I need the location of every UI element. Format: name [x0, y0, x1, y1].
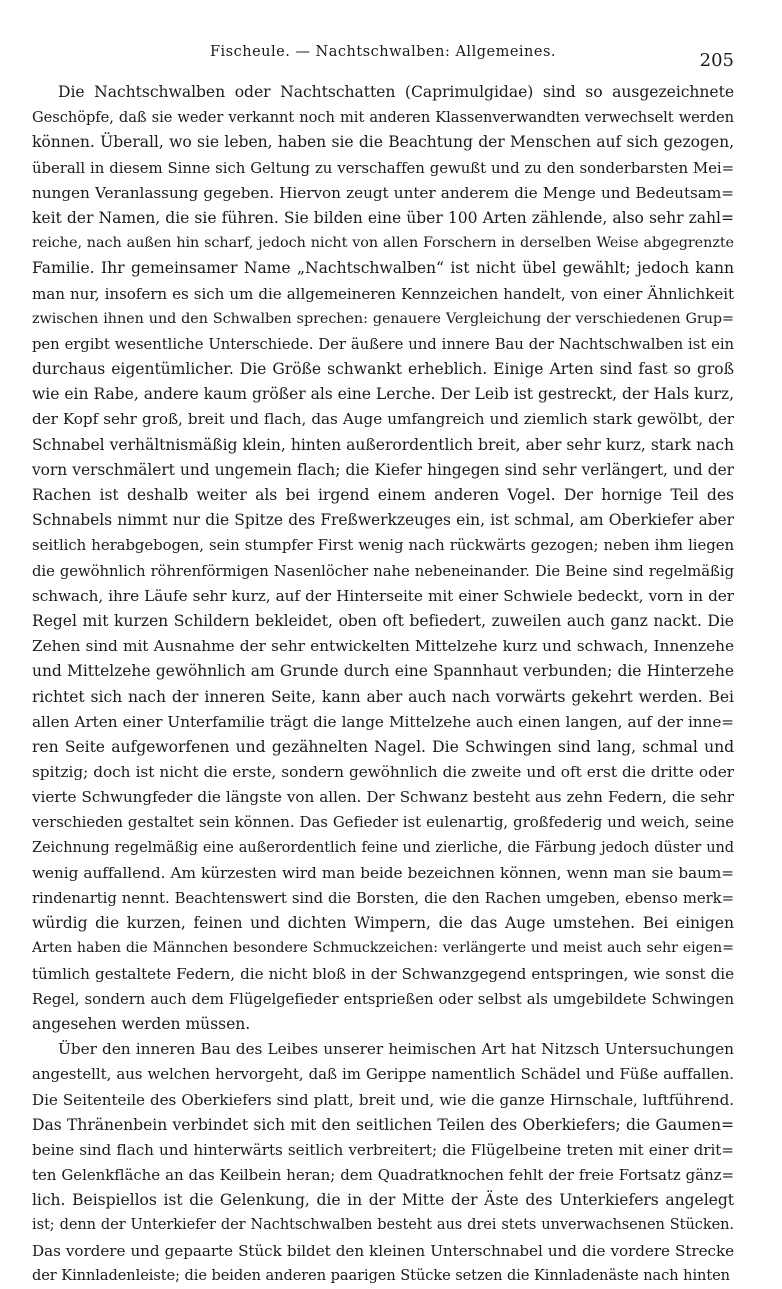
text-line: allen Arten einer Unterfamilie trägt die lange Mittelzehe auch einen langen, auf der inne= [32, 712, 734, 731]
text-line: Zeichnung regelmäßig eine außerordentlich feine und zierliche, die Färbung jedoch düster und [32, 839, 734, 856]
paragraph [32, 80, 734, 1037]
text-line: pen ergibt wesentliche Unterschiede. Der äußere und innere Bau der Nachtschwalben ist ein [32, 335, 734, 353]
text-line: Das Thränenbein verbindet sich mit den seitlichen Teilen des Oberkiefers; die Gaumen= [32, 1115, 734, 1134]
text-line: Geschöpfe, daß sie weder verkannt noch mit anderen Klassenverwandten verwechselt werden [32, 109, 734, 127]
text-line: Rachen ist deshalb weiter als bei irgend einem anderen Vogel. Der hornige Teil des [32, 486, 734, 504]
text-line: zwischen ihnen und den Schwalben sprechen: genauere Vergleichung der verschiedenen Grup= [32, 310, 734, 327]
text-line: Die Seitenteile des Oberkiefers sind platt, breit und, wie die ganze Hirnschale, luftführend. [32, 1090, 734, 1109]
text-line: Das vordere und gepaarte Stück bildet den kleinen Unterschnabel und die vordere Strecke [32, 1241, 734, 1260]
text-line: keit der Namen, die sie führen. Sie bilden eine über 100 Arten zählende, also sehr zahl= [32, 208, 734, 227]
text-line: wenig auffallend. Am kürzesten wird man beide bezeichnen können, wenn man sie baum= [32, 863, 734, 882]
text-line: überall in diesem Sinne sich Geltung zu verschaffen gewußt und zu den sonderbarsten Mei= [32, 158, 734, 177]
text-line: der Kinnladenleiste; die beiden anderen paarigen Stücke setzen die Kinnladenäste nach hinten [32, 1267, 730, 1284]
text-line: angestellt, aus welchen hervorgeht, daß im Gerippe namentlich Schädel und Füße auffallen. [32, 1065, 734, 1084]
text-line: angesehen werden müssen. [32, 1014, 251, 1033]
text-line: man nur, insofern es sich um die allgemeineren Kennzeichen handelt, von einer Ähnlichkeit [32, 284, 734, 303]
text-line: Regel mit kurzen Schildern bekleidet, oben oft befiedert, zuweilen auch ganz nackt. Die [32, 611, 734, 630]
text-line: und Mittelzehe gewöhnlich am Grunde durch eine Spannhaut verbunden; die Hinterzehe [32, 662, 734, 681]
text-line: Regel, sondern auch dem Flügelgefieder entsprießen oder selbst als umgebildete Schwingen [32, 989, 734, 1008]
text-line: wie ein Rabe, andere kaum größer als eine Lerche. Der Leib ist gestreckt, der Hals kurz, [32, 385, 734, 404]
text-line: der Kopf sehr groß, breit und flach, das Auge umfangreich und ziemlich stark gewölbt, der [32, 410, 734, 429]
text-line: durchaus eigentümlicher. Die Größe schwankt erheblich. Einige Arten sind fast so groß [32, 360, 734, 379]
text-line: Zehen sind mit Ausnahme der sehr entwickelten Mittelzehe kurz und schwach, Innenzehe [32, 637, 734, 656]
text-line: würdig die kurzen, feinen und dichten Wimpern, die das Auge umstehen. Bei einigen [32, 914, 734, 933]
text-line: verschieden gestaltet sein können. Das Gefieder ist eulenartig, großfederig und weich, seine [32, 813, 734, 832]
text-line: ten Gelenkfläche an das Keilbein heran; dem Quadratknochen fehlt der freie Fortsatz gänz= [32, 1166, 734, 1185]
text-line: vorn verschmälert und ungemein flach; die Kiefer hingegen sind sehr verlängert, und der [32, 460, 734, 479]
text-line: Arten haben die Männchen besondere Schmuckzeichen: verlängerte und meist auch sehr eigen= [32, 940, 734, 957]
text-line: ren Seite aufgeworfenen und gezähnelten Nagel. Die Schwingen sind lang, schmal und [32, 737, 734, 756]
text-line: Schnabel verhältnismäßig klein, hinten außerordentlich breit, aber sehr kurz, stark nach [32, 435, 734, 454]
text-line: vierte Schwungfeder die längste von allen. Der Schwanz besteht aus zehn Federn, die sehr [32, 788, 734, 807]
text-line: nungen Veranlassung gegeben. Hiervon zeugt unter anderem die Menge und Bedeutsam= [32, 183, 734, 202]
text-line: richtet sich nach der inneren Seite, kann aber auch nach vorwärts gekehrt werden. Bei [32, 687, 734, 706]
text-line: Familie. Ihr gemeinsamer Name „Nachtschwalben“ ist nicht übel gewählt; jedoch kann [32, 259, 734, 278]
body-text [32, 80, 734, 1289]
text-line: rindenartig nennt. Beachtenswert sind die Borsten, die den Rachen umgeben, ebenso merk= [32, 890, 734, 907]
text-line: beine sind flach und hinterwärts seitlich verbreitert; die Flügelbeine treten mit einer drit= [32, 1140, 734, 1159]
text-line: reiche, nach außen hin scharf, jedoch nicht von allen Forschern in derselben Weise abgegrenzte [32, 235, 734, 252]
text-line: die gewöhnlich röhrenförmigen Nasenlöcher nahe nebeneinander. Die Beine sind regelmäßig [32, 562, 734, 580]
text-line: Schnabels nimmt nur die Spitze des Freßwerkzeuges ein, ist schmal, am Oberkiefer aber [32, 511, 734, 530]
page-header [32, 44, 734, 70]
text-line: tümlich gestaltete Federn, die nicht bloß in der Schwanzgegend entspringen, wie sonst die [32, 964, 734, 983]
text-line: Über den inneren Bau des Leibes unserer heimischen Art hat Nitzsch Untersuchungen [58, 1040, 734, 1059]
page-number: 205 [699, 50, 734, 71]
text-line: spitzig; doch ist nicht die erste, sondern gewöhnlich die zweite und oft erst die dritte oder [32, 763, 734, 782]
text-line: schwach, ihre Läufe sehr kurz, auf der Hinterseite mit einer Schwiele bedeckt, vorn in der [32, 586, 734, 605]
text-line: lich. Beispiellos ist die Gelenkung, die in der Mitte der Äste des Unterkiefers angelegt [32, 1191, 734, 1210]
text-line: ist; denn der Unterkiefer der Nachtschwalben besteht aus drei stets unverwachsenen Stücken. [32, 1217, 734, 1234]
paragraph [32, 1037, 734, 1289]
text-line: seitlich herabgebogen, sein stumpfer First wenig nach rückwärts gezogen; neben ihm liegen [32, 536, 734, 555]
text-line: können. Überall, wo sie leben, haben sie die Beachtung der Menschen auf sich gezogen, [32, 133, 734, 152]
running-title: Fischeule. — Nachtschwalben: Allgemeines. [209, 44, 557, 60]
text-line: Die Nachtschwalben oder Nachtschatten (Caprimulgidae) sind so ausgezeichnete [58, 83, 734, 101]
